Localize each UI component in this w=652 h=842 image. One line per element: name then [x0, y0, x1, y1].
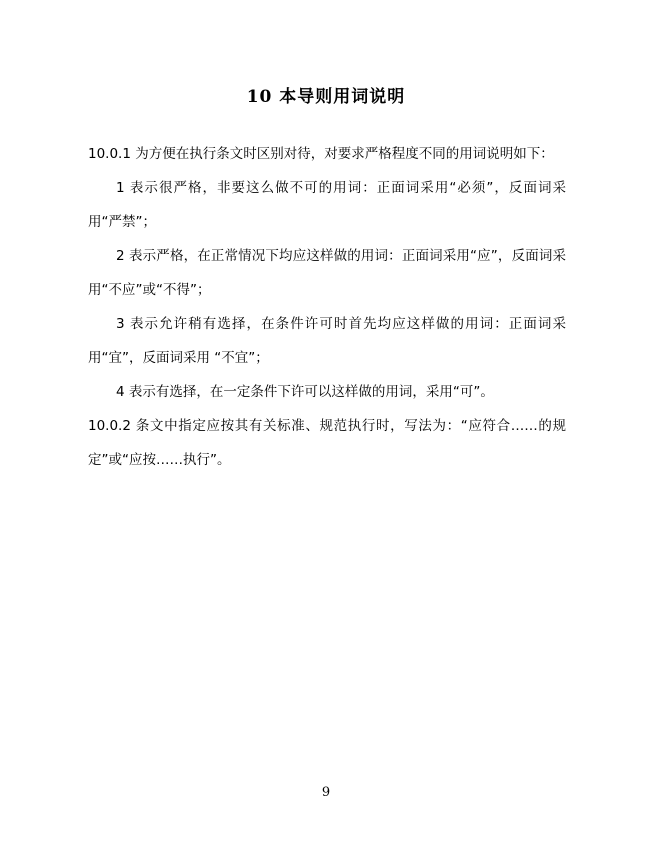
paragraph-item-4: 4 表示有选择，在一定条件下许可以这样做的用词，采用“可”。 — [116, 384, 494, 400]
document-body — [0, 137, 652, 477]
paragraph-item-3: 3 表示允许稍有选择，在条件许可时首先均应这样做的用词：正面词采用“宜”，反面词采用 “不宜”； — [88, 316, 566, 366]
paragraph-clause-10-0-2: 10.0.2 条文中指定应按其有关标准、规范执行时，写法为：“应符合……的规定”或“应按……执行”。 — [88, 418, 566, 468]
paragraph-item-2: 2 表示严格，在正常情况下均应这样做的用词：正面词采用“应”，反面词采用“不应”或“不得”； — [88, 248, 566, 298]
paragraph-clause-10-0-1: 10.0.1 为方便在执行条文时区别对待，对要求严格程度不同的用词说明如下： — [88, 146, 554, 162]
page-number: 9 — [321, 785, 331, 800]
paragraph-item-1: 1 表示很严格，非要这么做不可的用词：正面词采用“必须”，反面词采用“严禁”； — [88, 180, 566, 230]
page-title: 10 本导则用词说明 — [246, 87, 406, 107]
